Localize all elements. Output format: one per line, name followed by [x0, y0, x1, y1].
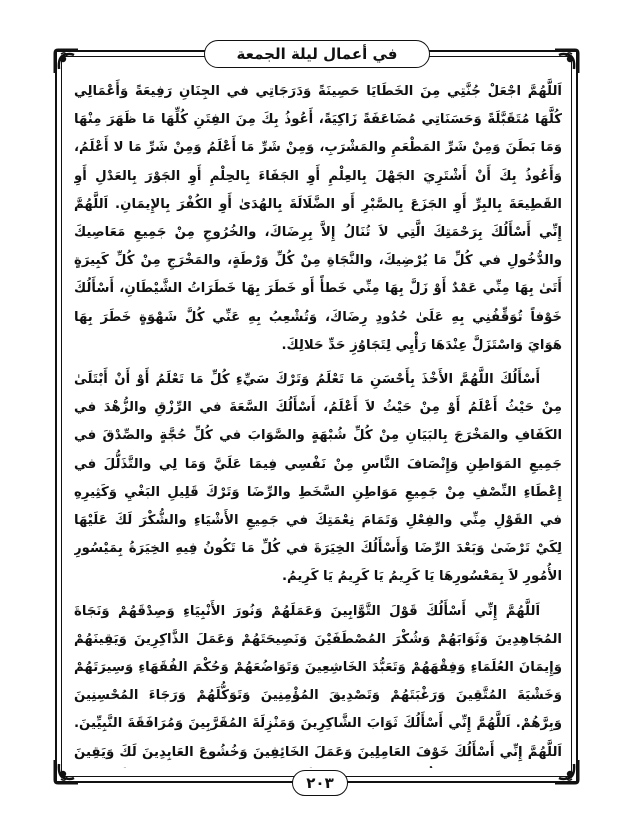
chapter-title: في أعمال ليلة الجمعة [236, 45, 398, 63]
page-number: ٢٠٣ [306, 774, 334, 792]
paragraph: أَسْأَلُكَ اللَّهُمَّ الأَخْذَ بِأَحْسَنِ مَا تَعْلَمُ وَتَرْكَ سَيِّءِ كُلِّ مَا تَعْلَمُ أَوْ أَنْ أَبْتَلَىٰ مِنْ حَيْثُ أَعْلَمُ أَوْ مِنْ حَيْثُ لاَ أَعْلَمُ، أَسْأَلُكَ السَّعَةَ في الرِّزْقِ والزُّهْدَ في الكَفَافِ والمَخْرَجَ بِالبَيَانِ مِنْ كُلِّ شُبْهَةٍ والصَّوَابَ في كُلِّ حُجَّةٍ والصِّدْقَ في جَمِيعِ المَوَاطِنِ وَإِنْصَافَ النَّاسِ مِنْ نَفْسِي فِيمَا عَلَيَّ وَمَا لِي والتَّذَلُّلَ في إِعْطَاءِ النِّصْفِ مِنْ جَمِيعِ مَوَاطِنِ السَّخَطِ والرِّضَا وَتَرْكَ قَلِيلِ البَغْيِ وَكَثِيرِهِ في القَوْلِ مِنِّي والفِعْلِ وَتَمَامَ نِعْمَتِكَ في جَمِيعِ الأَشْيَاءِ والشُّكْرَ لَكَ عَلَيْهَا لِكَيْ تَرْضَىٰ وَبَعْدَ الرِّضَا وَأَسْأَلُكَ الخِيَرَةَ في كُلِّ مَا تَكُونُ فِيهِ الخِيَرَةُ بِمَيْسُورِ الأُمُورِ لاَ بِمَعْسُورِهَا يَا كَرِيمُ يَا كَرِيمُ يَا كَرِيمُ. [74, 372, 562, 585]
chapter-title-banner [204, 40, 430, 68]
page-number-banner [292, 770, 348, 796]
paragraph: اَللَّهُمَّ اجْعَلْ جُنَّتِي مِنَ الخَطَايَا حَصِينَةً وَدَرَجَاتِي في الجِنَانِ رَفِيعَةً وَأَعْمَالِي كُلَّهَا مُتَقَبَّلَةً وَحَسَنَاتِي مُضَاعَفَةً زَاكِيَةً، أَعُوذُ بِكَ مِنَ الفِتَنِ كُلِّهَا مَا ظَهَرَ مِنْهَا وَمَا بَطَنَ وَمِنْ شَرِّ المَطْعَمِ والمَشْرَبِ، وَمِنْ شَرِّ مَا أَعْلَمُ وَمِنْ شَرِّ مَا لا أَعْلَمُ، وَأَعُوذُ بِكَ أَنْ أَشْتَرِيَ الجَهْلَ بِالعِلْمِ أَوِ الجَفَاءَ بِالحِلْمِ أَوِ الجَوْرَ بِالعَدْلِ أَوِ القَطِيعَةَ بِالبِرِّ أَوِ الجَزَعَ بِالصَّبْرِ أَو الضَّلَالَةَ بِالهُدَىٰ أَوِ الكُفْرَ بِالإِيمَانِ. اَللَّهُمَّ إِنِّي أَسْأَلُكَ بِرَحْمَتِكَ الَّتِي لاَ تُنَالُ إِلاَّ بِرِضَاكَ، والخُرُوجِ مِنْ جَمِيعِ مَعَاصِيكَ والدُّخُولِ في كُلِّ مَا يُرْضِيكَ، والنَّجَاةِ مِنْ كُلِّ وَرْطَةٍ، والمَخْرَجِ مِنْ كُلِّ كَبِيرَةٍ أَتَىٰ بِهَا مِنِّي عَمْدٌ أَوْ زَلَّ بِهَا مِنِّي خَطأً أَو خَطَرَ بِهَا خَطَرَاتُ الشَّيْطَانِ، أَسْأَلُكَ خَوْفاً تُوَقِّفُنِي بِهِ عَلَىٰ حُدُودِ رِضَاكَ، وَتُشْعِبُ بِهِ عَنِّي كُلَّ شَهْوَةٍ خَطَرَ بِهَا هَوَايَ وَاسْتَزَلَّ عِنْدَهَا رَأْيِي لِتَجَاوُزِ حَدِّ حَلالِكَ. [74, 84, 562, 353]
page-body [74, 78, 562, 768]
paragraph: اَللَّهُمَّ إِنِّي أَسْأَلُكَ قَوْلَ التَّوَّابِينَ وَعَمَلَهُمْ وَنُورَ الأَنْبِيَاءِ وَصِدْقَهُمْ وَنَجَاةَ المُجَاهِدِينَ وَثَوَابَهُمْ وَشُكْرَ المُصْطَفَيْنَ وَنَصِيحَتَهُمْ وَعَمَلَ الذَّاكِرِينَ وَيَقِينَهُمْ وَإِيمَانَ العُلَمَاءِ وَفِقْهَهُمْ وَتَعَبُّدَ الخَاشِعِينَ وَتَوَاضُعَهُمْ وَحُكْمَ الفُقَهَاءِ وَسِيرَتَهُمْ وَخَشْيَةَ المُتَّقِينَ وَرَغْبَتَهُمْ وَتَصْدِيقَ المُؤْمِنِينَ وَتَوَكُّلَهُمْ وَرَجَاءَ المُحْسِنِينَ وَبِرَّهُمْ. اَللَّهُمَّ إِنِّي أَسْأَلُكَ ثَوَابَ الشَّاكِرِينَ وَمَنْزِلَةَ المُقَرَّبِينَ وَمُرَافَقَةَ النَّبِيِّينَ. اَللَّهُمَّ إِنِّي أَسْأَلُكَ خَوْفَ العَامِلِينَ وَعَمَلَ الخَائِفِينَ وَخُشُوعَ العَابِدِينَ لَكَ وَيَقِينَ [74, 603, 562, 760]
corner-ornament-icon [52, 47, 78, 73]
corner-ornament-icon [555, 47, 581, 73]
